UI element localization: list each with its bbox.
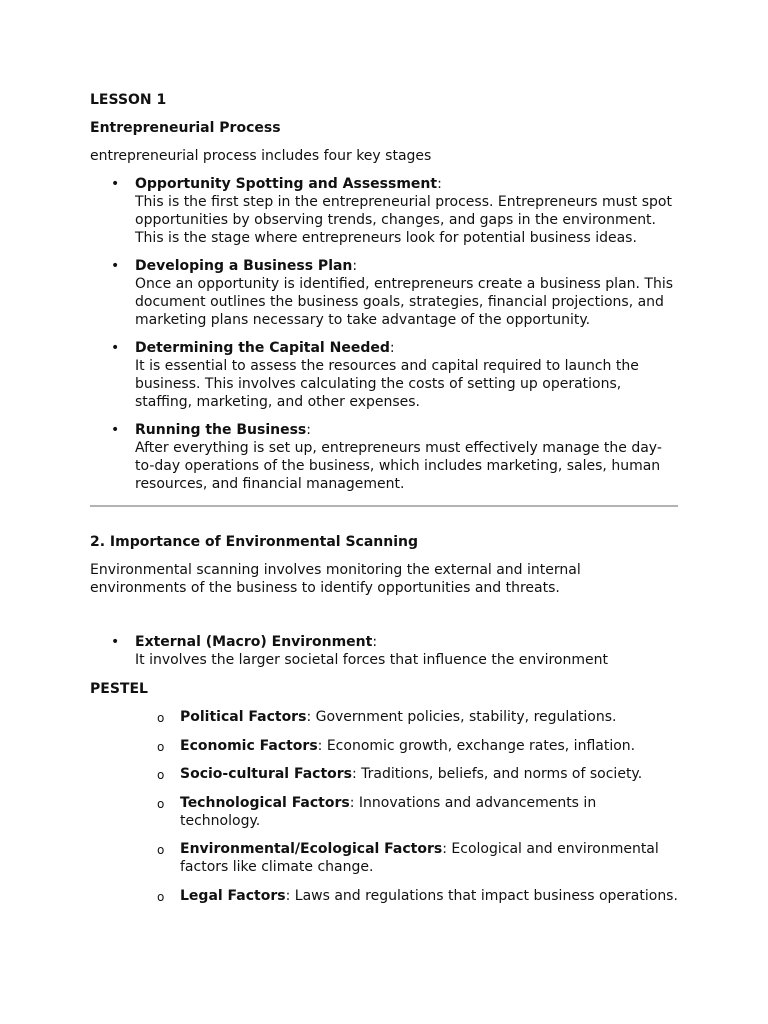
factor-name: Socio-cultural Factors [180,766,353,783]
pestel-factors-list [90,708,678,905]
section2-paragraph: Environmental scanning involves monitoring the external and internal environments of the business to identify opportunities and threats. [90,562,581,596]
bullet-icon: • [111,258,120,274]
colon: : [306,422,311,438]
bullet-icon: • [111,340,120,356]
horizontal-divider [90,505,678,507]
circle-bullet-icon: o [157,889,165,904]
stage-heading: Determining the Capital Needed [135,340,390,356]
circle-bullet-icon: o [157,768,165,783]
factor-description: : Traditions, beliefs, and norms of society. [352,766,643,783]
stage-heading: Developing a Business Plan [135,258,353,274]
bullet-icon: • [111,176,120,192]
lesson-label: LESSON 1 [90,92,167,108]
bullet-icon: • [111,422,120,438]
list-item [90,633,678,669]
stage-description: After everything is set up, entrepreneurs must effectively manage the day-to-day operations of the business, which includes marketing, sales, human resources, and financial management. [135,440,662,492]
circle-bullet-icon: o [157,711,165,725]
list-item [90,421,678,493]
stage-description: Once an opportunity is identified, entrepreneurs create a business plan. This document outlines the business goals, strategies, financial projections, and marketing plans necessary to take advantage of the opportunity. [135,276,674,328]
factor-name: Political Factors [180,709,307,725]
external-heading: External (Macro) Environment [135,634,373,650]
circle-bullet-icon: o [157,843,165,858]
factor-item [90,840,678,876]
stage-heading: Running the Business [135,422,307,438]
environment-list [90,633,678,669]
factor-name: Economic Factors [180,737,318,754]
factor-description: : Government policies, stability, regulations. [306,709,617,725]
factor-name: Technological Factors [180,794,350,811]
section2-heading: 2. Importance of Environmental Scanning [90,534,418,550]
bullet-icon: • [111,634,120,650]
circle-bullet-icon: o [157,739,165,754]
factor-item [90,737,678,755]
factor-description: : Economic growth, exchange rates, inflation. [317,737,636,754]
factor-description: : Laws and regulations that impact business operations. [285,887,678,904]
colon: : [437,176,442,192]
stage-description: It is essential to assess the resources and capital required to launch the business. This involves calculating the costs of setting up operations, staffing, marketing, and other expenses. [135,358,639,410]
list-item [90,257,678,329]
factor-item [90,765,678,783]
factor-description: : Innovations and advancements in technology. [180,794,597,829]
pestel-label: PESTEL [90,681,148,697]
circle-bullet-icon: o [157,796,165,811]
colon: : [389,340,395,356]
factor-name: Legal Factors [180,887,286,904]
factor-item [90,794,678,830]
stage-heading: Opportunity Spotting and Assessment [135,176,438,192]
colon: : [372,634,378,650]
external-description: It involves the larger societal forces that influence the environment [135,652,608,668]
factor-item [90,708,678,726]
section-title: Entrepreneurial Process [90,120,281,136]
factor-name: Environmental/Ecological Factors [180,841,443,858]
factor-item [90,887,678,905]
list-item [90,175,678,247]
stages-list [90,175,678,493]
list-item [90,339,678,411]
stage-description: This is the first step in the entrepreneurial process. Entrepreneurs must spot opportunities by observing trends, changes, and gaps in the environment. This is the stage where entrepreneurs look for potential business ideas. [135,194,672,246]
factor-description: : Ecological and environmental factors like climate change. [180,841,659,876]
colon: : [352,258,358,274]
intro-text: entrepreneurial process includes four key stages [90,148,432,164]
